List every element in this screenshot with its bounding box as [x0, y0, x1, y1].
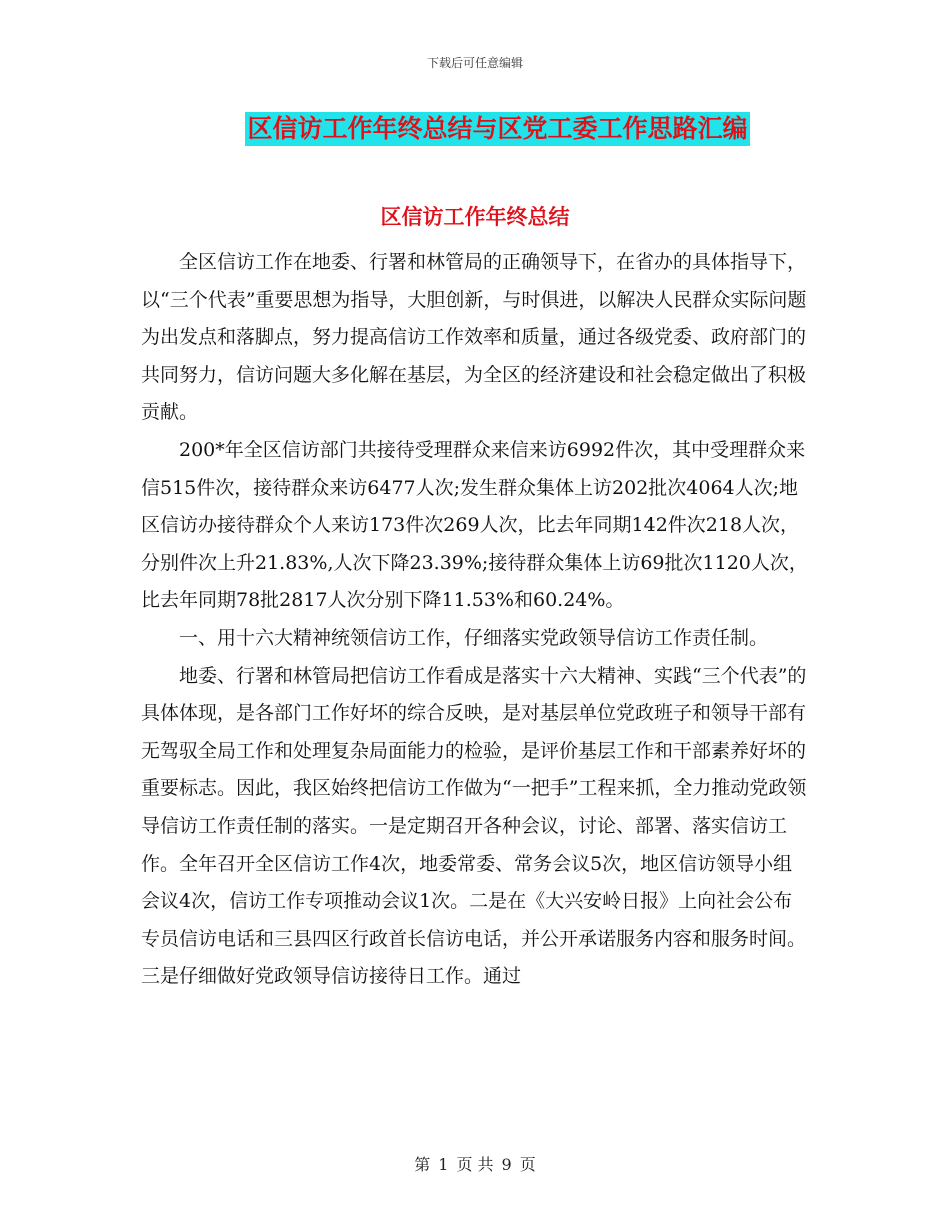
page-footer [0, 1152, 950, 1175]
paragraph-1: 全区信访工作在地委、行署和林管局的正确领导下，在省办的具体指导下，以“三个代表”重要思想为指导，大胆创新，与时俱进，以解决人民群众实际问题为出发点和落脚点，努力提高信访工作效率和质量，通过各级党委、政府部门的共同努力，信访问题大多化解在基层，为全区的经济建设和社会稳定做出了积极贡献。 [141, 251, 807, 424]
section-title: 区信访工作年终总结 [380, 205, 570, 229]
document-title: 区信访工作年终总结与区党工委工作思路汇编 [245, 112, 749, 146]
footer-prefix: 第 [414, 1155, 431, 1174]
paragraph-3: 一、用十六大精神统领信访工作，仔细落实党政领导信访工作责任制。 [179, 626, 769, 649]
header-note: 下载后可任意编辑 [426, 56, 523, 70]
paragraph-4: 地委、行署和林管局把信访工作看成是落实十六大精神、实践“三个代表”的具体体现，是各部门工作好坏的综合反映，是对基层单位党政班子和领导干部有无驾驭全局工作和处理复杂局面能力的检验，是评价基层工作和干部素养好坏的重要标志。因此，我区始终把信访工作做为“一把手”工程来抓，全力推动党政领导信访工作责任制的落实。一是定期召开各种会议，讨论、部署、落实信访工作。全年召开全区信访工作4次，地委常委、常务会议5次，地区信访领导小组会议4次，信访工作专项推动会议1次。二是在《大兴安岭日报》上向社会公布专员信访电话和三县四区行政首长信访电话，并公开承诺服务内容和服务时间。三是仔细做好党政领导信访接待日工作。通过 [141, 664, 807, 988]
body-text [141, 244, 811, 996]
footer-suffix: 页 [519, 1155, 536, 1174]
document-title-container [0, 112, 950, 146]
footer-mid: 页 共 [456, 1155, 494, 1174]
footer-page-number: 1 [438, 1155, 449, 1174]
footer-total-pages: 9 [501, 1155, 512, 1174]
paragraph-2: 200*年全区信访部门共接待受理群众来信来访6992件次，其中受理群众来信515件次，接待群众来访6477人次;发生群众集体上访202批次4064人次;地区信访办接待群众个人来访173件次269人次，比去年同期142件次218人次，分别件次上升21.83%,人次下降23.39%;接待群众集体上访69批次1120人次，比去年同期78批2817人次分别下降11.53%和60.24%。 [141, 438, 808, 612]
